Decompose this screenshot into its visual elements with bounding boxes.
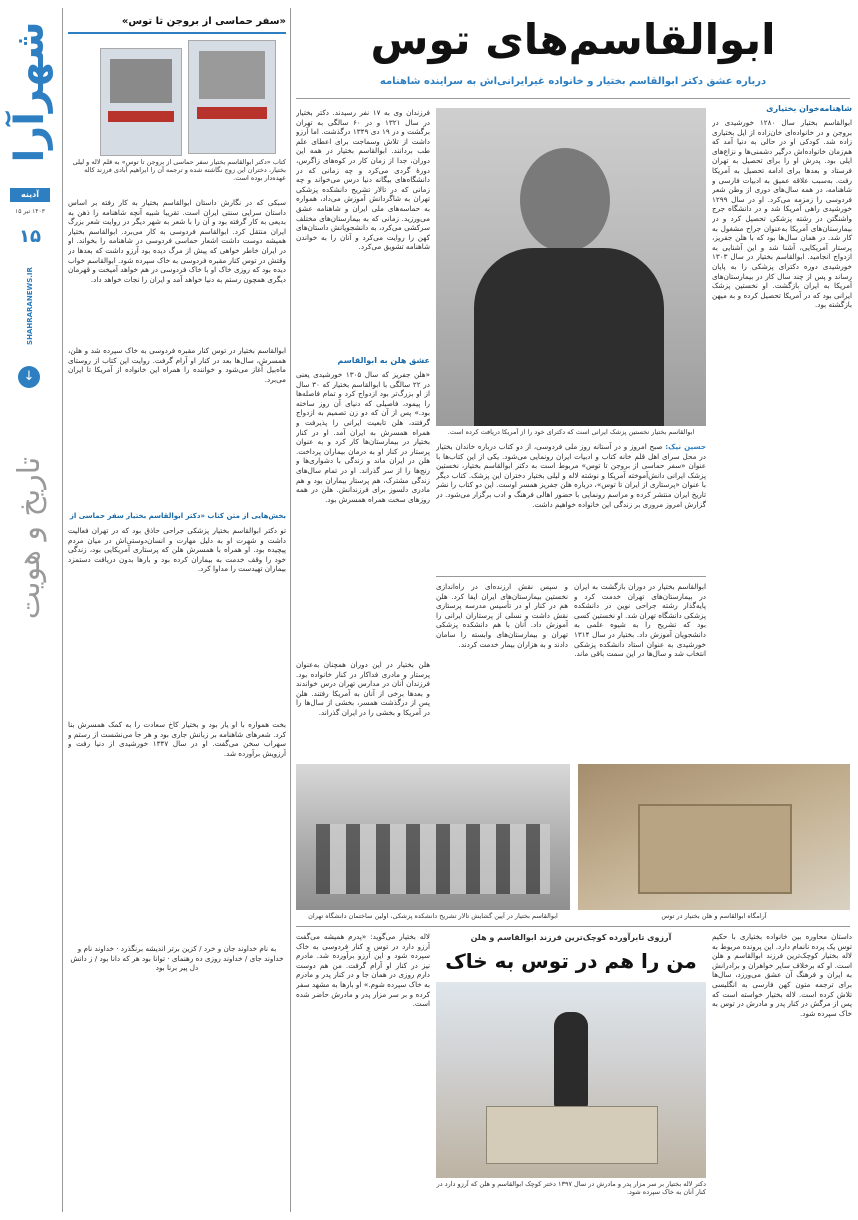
- books-caption: کتاب «دکتر ابوالقاسم بختیار سفر حماسی از بروجن تا توس» به قلم لاله و لیلی بختیار، دختران این زوج نگاشته شده و ترجمه آن را ابراهیم آبادی فرزند کاله عهده‌دار بوده است.: [72, 158, 286, 183]
- tomb-photo: [578, 764, 850, 910]
- sidebar-title: «سفر حماسی از بروجن تا توس»: [121, 16, 286, 27]
- intro-box: [436, 442, 706, 572]
- main-portrait: [436, 108, 706, 426]
- sidebar-body-3: تو دکتر ابوالقاسم بختیار پزشکی جراحی حاذق بود که در تهران فعالیت داشت و شهرت او به دلیل مهارت و انسان‌دوستی‌اش در میان مردم پیچیده بود. او همراه با همسرش هلن که پرستاری آمریکایی بود، زندگی خود را وقف خدمت به بیماران کرده بود و بارها بدون دریافت دستمزد بیماران تهیدست را مداوا کرد.: [68, 526, 286, 574]
- bottom-col-mid: لاله بختیار می‌گوید: «پدرم همیشه می‌گفت آرزو دارد در توس و کنار فردوسی به خاک سپرده شود و این آرزو برآورده شد. مادرم نیز در کنار او آرام گرفت. من هم دوست دارم روزی در همان جا و در کنار پدر و مادرم به خاک سپرده شوم.» او بارها به مشهد سفر کرده و بر سر مزار پدر و مادرش حاضر شده است.: [296, 932, 430, 1009]
- book-cover-left: [100, 48, 182, 156]
- book-cover-photo: [110, 59, 172, 103]
- bottom-kicker: آرزوی تابرآورده کوچک‌ترین فرزند ابوالقاسم و هلن: [470, 933, 672, 942]
- dissection-hall-photo: [296, 764, 570, 910]
- col-mid-body-2: «هلن جفریز که سال ۱۳۰۵ خورشیدی یعنی در ۲۲ سالگی با ابوالقاسم بختیار که ۳۰ سال از او بزرگ‌تر بود ازدواج کرد و تمام فاصله‌ها را پیمود، فاصیلی که دنیای آن روز ساخته بود.» پس از آن که دو زن تصمیم به ازدواج گرفتند، هلن تابعیت ایرانی را پذیرفت و همراه همسرش به ایران آمد. او در کنار بختیار در بیمارستان‌ها کار کرد و به عنوان پرستار در کنار او به درمان بیماران پرداخت. هلن در ایران ماند و زندگی با دشواری‌ها و رنج‌ها را از سر گذراند. او در تمام سال‌های زندگی مشترک، هم پرستار بیماران بود و هم مادری دلسوز برای فرزندانش. هلن در همه روزهای سخت همراه همسرش بود.: [296, 370, 430, 504]
- headline: [296, 8, 850, 100]
- masthead-divider: [62, 8, 63, 1212]
- lower-col-mid: و سپس نقش ارزنده‌ای در راه‌اندازی نخستین بیمارستان‌های ایران ایفا کرد. هلن هم در کنار او در تأسیس مدرسه پرستاری نقش داشت و نسلی از پرستاران ایرانی را آموزش داد. آنان با هم دانشکده پزشکی تهران و بیمارستان‌های وابسته را سامان دادند و به هزاران بیمار خدمت کردند.: [436, 582, 568, 649]
- lower-col-right: ابوالقاسم بختیار در دوران بازگشت به ایران در بیمارستان‌های تهران خدمت کرد و پایه‌گذار رشته جراحی نوین در دانشکده پزشکی دانشگاه تهران شد. او نخستین کسی بود که تشریح را به شیوه علمی به دانشجویان آموزش داد. بختیار در سال ۱۳۱۴ خورشیدی به عنوان استاد دانشکده پزشکی انتخاب شد و سال‌ها در این سمت باقی ماند.: [574, 582, 706, 659]
- intro-body: صبح امروز و در آستانه روز ملی فردوسی، از دو کتاب درباره خاندان بختیار در محل سرای اهل قلم خانه کتاب و ادبیات ایران رونمایی می‌شود. یکی از این کتاب‌ها با عنوان «سفر حماسی از بروجن تا توس» مربوط است به دکتر ابوالقاسم بختیار، نخستین پزشک ایرانی دانش‌آموخته آمریکا و نوشته لاله و لیلی بختیار دختران این پزشک. کتاب دیگر با عنوان «پرستاری از ایران تا توس»، درباره هلن جفریز همسر اوست. این دو کتاب را نشر تاریخ ایران منتشر کرده و مراسم رونمایی با حضور اهالی فرهنگ و ادب برگزار می‌شود. در گزارش امروز مروری بر زندگی این خانواده خواهیم داشت.: [436, 442, 706, 509]
- lale-caption: دکتر لاله بختیار بر سر مزار پدر و مادرش در سال ۱۳۹۷ دختر کوچک ابوالقاسم و هلن که آرزو دارد در کنار آنان به خاک سپرده شود.: [436, 1180, 706, 1197]
- headline-rule: [296, 98, 850, 99]
- col-right: [712, 104, 852, 754]
- lale-figure: [554, 1012, 588, 1108]
- intro-rule: [436, 576, 706, 577]
- headline-subtitle: درباره عشق دکتر ابوالقاسم بختیار و خانواده غیرایرانی‌اش به سراینده شاهنامه: [379, 76, 767, 87]
- bottom-title: من را هم در توس به خاک: [445, 949, 697, 973]
- book-cover-band: [108, 111, 174, 122]
- portrait-body: [474, 248, 664, 426]
- sidebar-body-4: بخت همواره با او یار بود و بختیار کاخ سعادت را به کمک همسرش بنا کرد. شعرهای شاهنامه بر زبانش جاری بود و هر جا می‌نشست از رستم و سهراب سخن می‌گفت. او در سال ۱۳۴۷ خورشیدی از دنیا رفت و آرزویش برآورده شد.: [68, 720, 286, 758]
- intro-label: حسین نیک:: [665, 442, 706, 451]
- masthead-strip: [0, 0, 60, 1220]
- sidebar-body-2: ابوالقاسم بختیار در توس کنار مقبره فردوسی به خاک سپرده شد و هلن، همسرش، سال‌ها بعد در کنار او آرام گرفت. روایت این کتاب از روستای ماه‌بیل آغاز می‌شود و خواننده را همراه این خانواده از آمریکا تا ایران می‌برد.: [68, 346, 286, 384]
- tomb-caption: آرامگاه ابوالقاسم و هلن بختیار در توس: [661, 912, 767, 920]
- book-cover-right: [188, 40, 276, 154]
- sidebar: [68, 8, 286, 1212]
- col-right-subhead: شاهنامه‌خوان بختیاری: [766, 104, 852, 113]
- sidebar-subhead: بخش‌هایی از متن کتاب «دکتر ابوالقاسم بختیار سفر حماسی از: [69, 512, 286, 520]
- intro-text: [436, 442, 706, 572]
- sidebar-body-1: سبکی که در نگارش داستان ابوالقاسم بختیار به کار رفته بر اساس داستان سرایی سنتی ایران است. تقریبا شبیه آنچه شاهنامه را ذهن به بدیعی به کار گرفته بود و آن را با شعر به شهر دیگر در روایت شعر بزرگ ایران منتقل کرد. ابوالقاسم فردوسی به کار می‌برد. ابوالقاسم بختیار همیشه دوست داشت اشعار حماسی فردوسی در شاهنامه را بخواند. او در ایران خاطر خواهی که پیش از مرگ دیده بود آرزو داشت که بعدها در وقتش در توس کنار مقبره فردوسی به خاک سپرده شود. ابوالقاسم خواب دیده بود که روزی خاک او با خاک فردوسی در هم خواهد آمیخت و قهرمان دیگری همچون رستم به دنیا خواهد آمد و ایران را نجات خواهد داد.: [68, 198, 286, 284]
- col-mid-body-1: فرزندان وی به ۱۷ نفر رسیدند. دکتر بختیار در سال ۱۳۲۱ و در ۶۰ سالگی به تهران برگشت و در ۱۹ دی ۱۳۴۹ درگذشت. اما آرزو داشت از تلاش وسماجت برای اعطای علم طب بردانند. ابوالقاسم بختیار در همه این دوران، جدا از زمان کار در کوه‌های زاگرس، دورهٔ گردی می‌کرد و چه زمانی که در دانشگاه‌های بیگانه دنیا درس می‌خواند و چه زمانی که در تالار تشریح دانشکده پزشکی تهران به شاگردانش آموزش می‌داد، همواره به حماسه‌های ملی ایران و شاهنامه عشق می‌ورزید. زمانی که به بیمارستان‌های مختلف سرکشی می‌کرد، به دانشجویانش داستان‌های کهن را روایت می‌کرد و آنان را به خواندن شاهنامه تشویق می‌کرد.: [296, 108, 430, 252]
- issue-meta: ۱۴۰۳ تیر ۱۵: [15, 208, 45, 215]
- sidebar-poem: به نام خداوند جان و خرد / کزین برتر اندیشه برنگذرد · خداوند نام و خداوند جای / خداوند روزی ده رهنمای · توانا بود هر که دانا بود / ز دانش دل پیر برنا بود: [70, 944, 284, 973]
- lower-col-left: هلن بختیار در این دوران همچنان به‌عنوان پرستار و مادری فداکار در کنار خانواده بود. فرزندان آنان در مدارس تهران درس خواندند و بعدها برخی از آنان به آمریکا رفتند. هلن پس از درگذشت همسر، بخشی از سال‌ها را در آمریکا و بخشی را در ایران گذراند.: [296, 660, 430, 717]
- page-number-big: ۱۵: [19, 226, 41, 247]
- dissection-hall-caption: ابوالقاسم بختیار در آیین گشایش تالار تشریح دانشکده پزشکی، اولین ساختمان دانشگاه تهران: [308, 912, 558, 920]
- headline-title: ابوالقاسم‌های توس: [370, 15, 776, 64]
- down-arrow-icon: ↓: [18, 366, 40, 388]
- brand-logo: [6, 8, 54, 188]
- book-cover-photo: [199, 51, 265, 99]
- col-mid-subhead: عشق هلن به ابوالقاسم: [337, 356, 430, 365]
- brand-name: شهرآرا: [7, 21, 53, 163]
- lale-tomb: [486, 1106, 658, 1164]
- lale-photo: [436, 982, 706, 1178]
- bottom-story-head: [436, 932, 706, 978]
- day-label: آدینه: [21, 190, 39, 199]
- col-right-body: ابوالقاسم بختیار سال ۱۲۸۰ خورشیدی در بروجن و در خانواده‌ای خان‌زاده از ایل بختیاری زاده شد. کودکی او در حالی به دنیا آمد که هم‌زمان خانواده‌اش درگیر دشمنی‌ها و نزاع‌های ایلی بود. پدرش او را برای تحصیل به تهران فرستاد و بعدها برای ادامه تحصیل به آمریکا رفت. به‌سبب علاقه عمیق به ادبیات فارسی و شاهنامه، در همه سال‌های دوری از وطن شعر فردوسی را زمزمه می‌کرد. او در سال ۱۲۹۹ خورشیدی راهی آمریکا شد و در دانشگاه جرج واشنگتن در رشته پزشکی تحصیل کرد و در بیمارستان‌های آمریکا به‌عنوان جراح مشغول به کار شد. در همان سال‌ها بود که با هلن جفریز، پرستار آمریکایی، آشنا شد و این آشنایی به ازدواج انجامید. ابوالقاسم بختیار در سال ۱۳۰۳ خورشیدی دوره دکترای پزشکی را به پایان رساند و پس از چند سال کار در بیمارستان‌های آمریکا به ایران بازگشت. او نخستین پزشک ایرانی بود که در آمریکا تحصیل کرده و به میهن بازگشته بود.: [712, 118, 852, 310]
- tomb-stone: [638, 804, 792, 894]
- photo-figures: [316, 824, 550, 894]
- sidebar-title-rule: [68, 32, 286, 34]
- bottom-rule: [296, 926, 850, 927]
- book-cover-band: [197, 107, 267, 119]
- main-portrait-caption: ابوالقاسم بختیار نخستین پزشک ایرانی است که دکترای خود را از آمریکا دریافت کرده است.: [447, 428, 695, 436]
- site-url: SHAHRARANEWS.IR: [26, 267, 34, 345]
- day-badge: [10, 188, 50, 202]
- sidebar-divider: [290, 8, 291, 1212]
- portrait-head: [520, 148, 610, 252]
- bottom-col-right: داستان محاوره بین خانواده بختیاری با حکیم توس یک پرده نانمام دارد. این پرونده مربوط به لاله بختیار کوچک‌ترین فرزند ابوالقاسم و هلن است. او که برخلاف سایر خواهران و برادرانش به ایران و فرهنگ آن عشق می‌ورزد، سال‌ها برای ترجمه متون کهن فارسی به انگلیسی تلاش کرده است. لاله بختیار خواسته است که پس از مرگش در کنار پدر و مادرش در توس به خاک سپرده شود.: [712, 932, 852, 1018]
- section-name: تاریخ و هویت: [12, 456, 47, 620]
